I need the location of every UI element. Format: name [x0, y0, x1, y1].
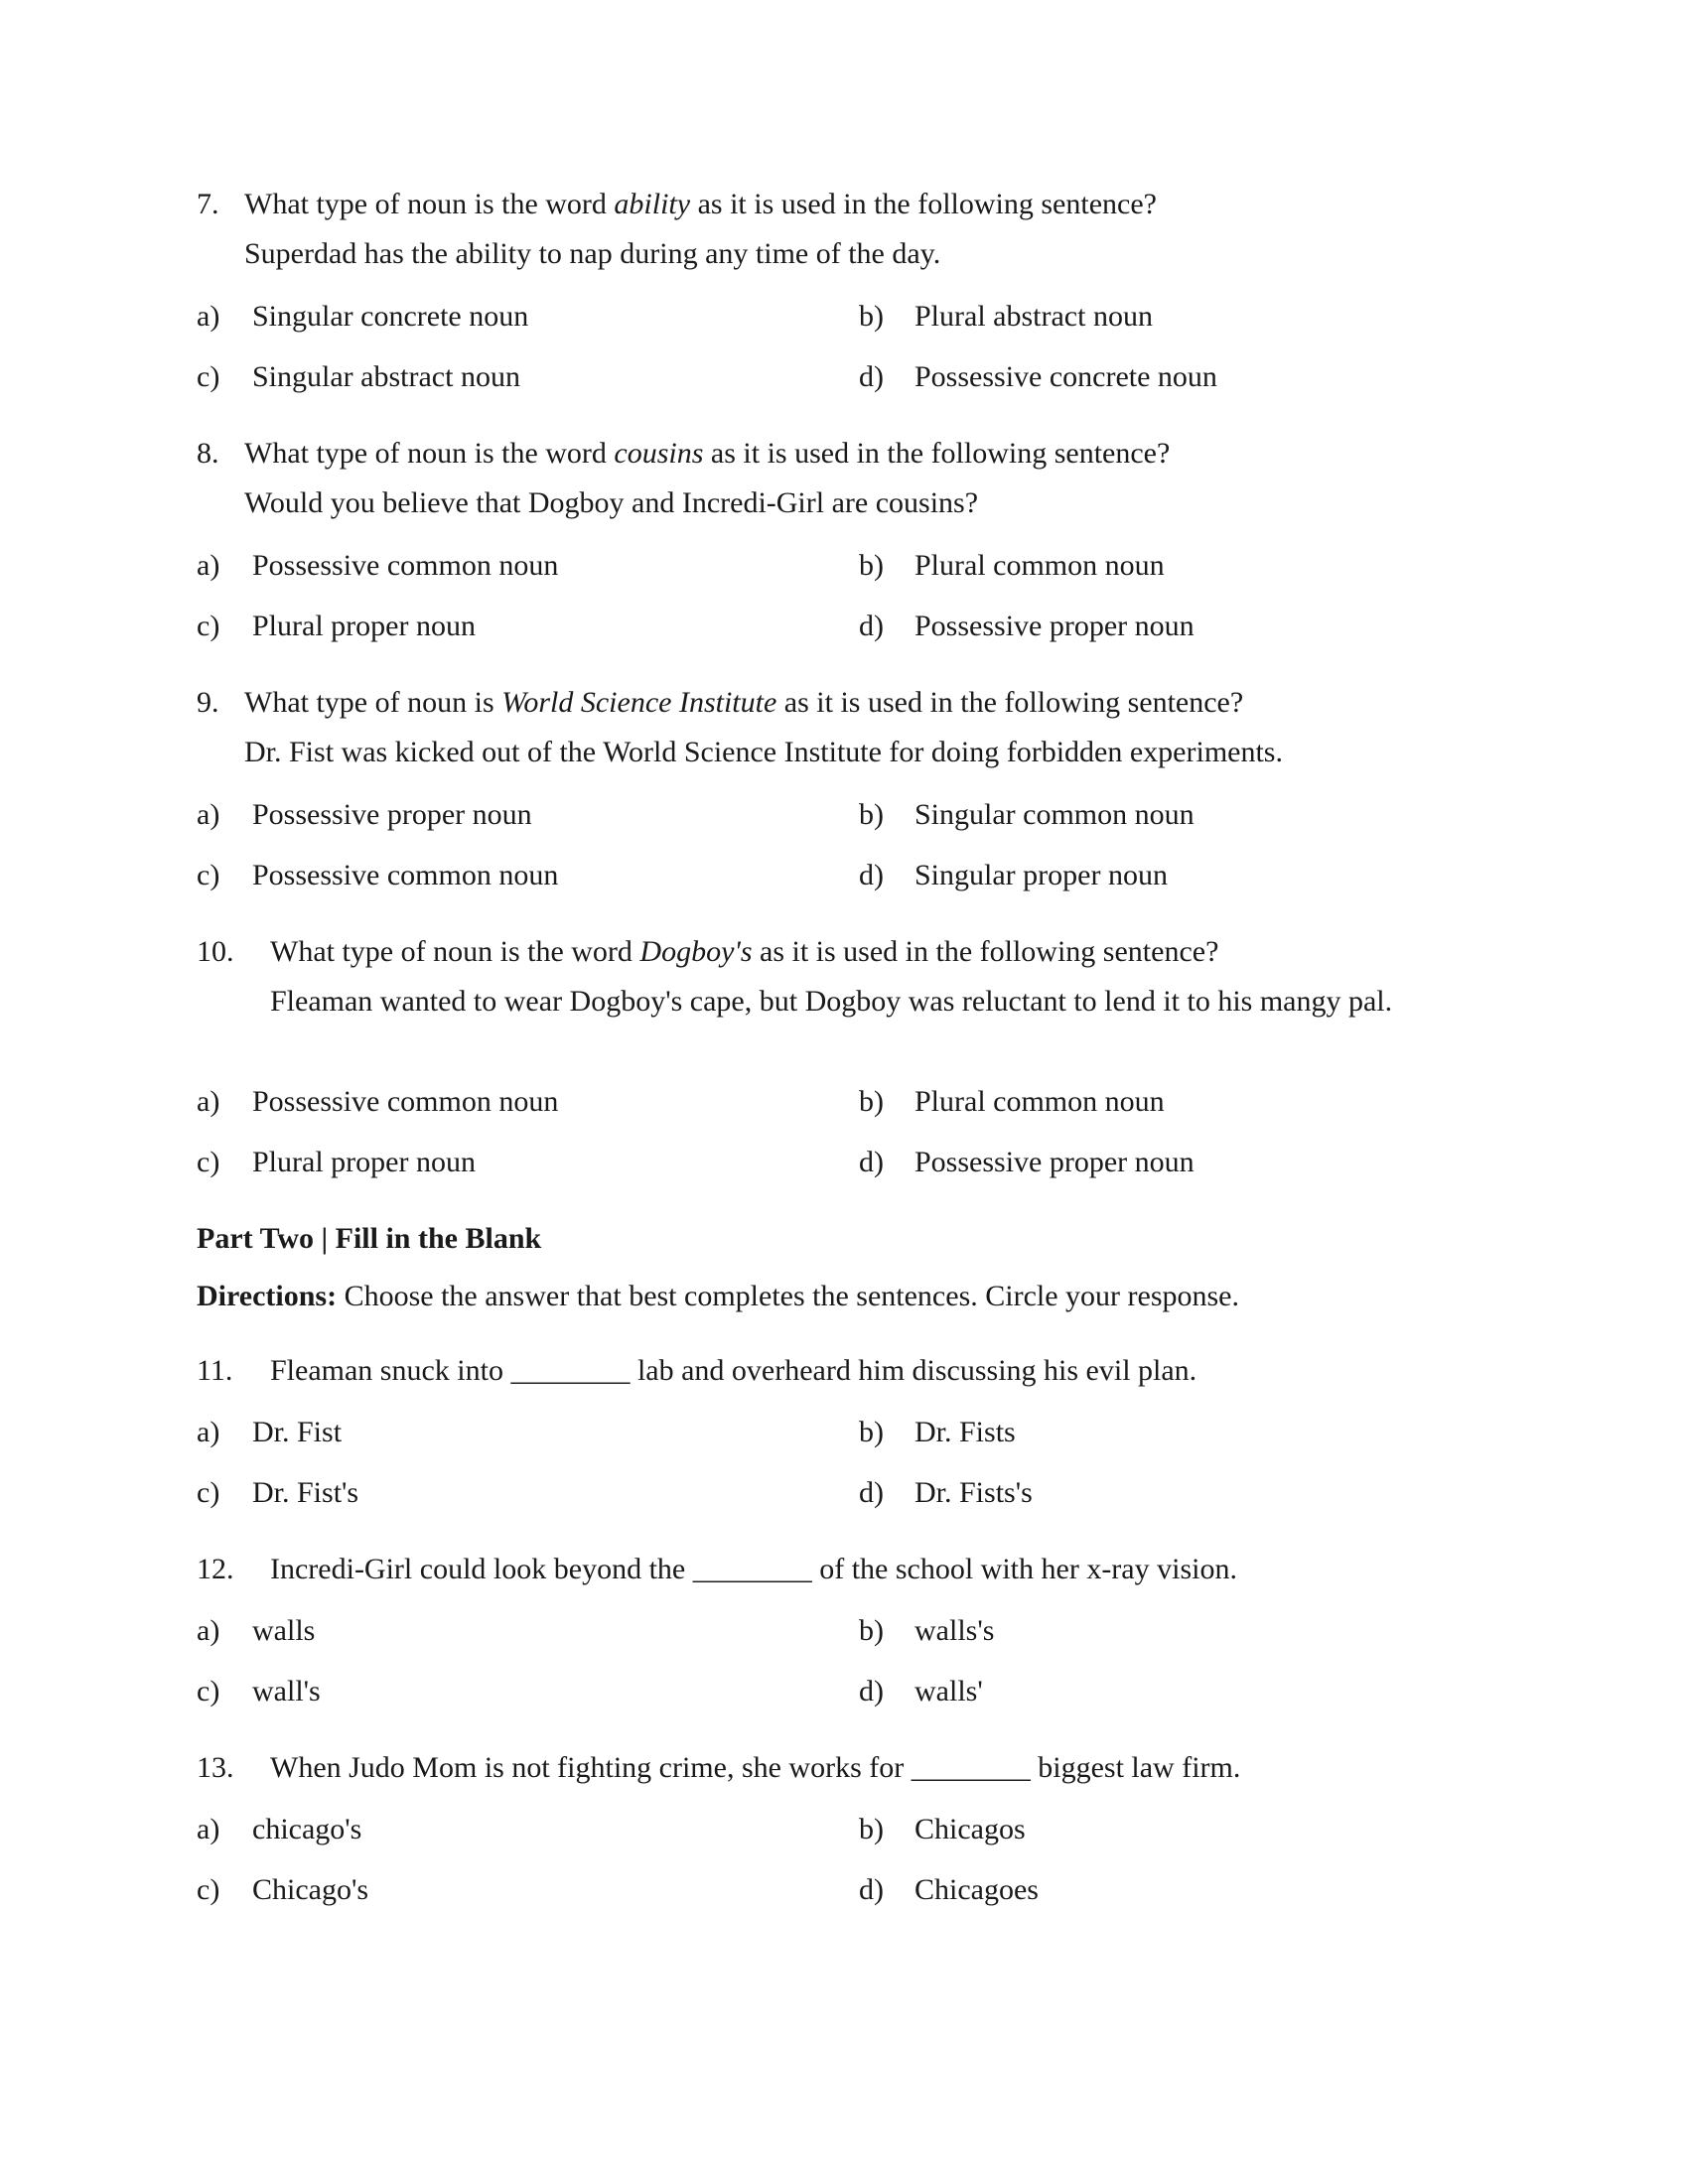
question-prompt: What type of noun is World Science Institute as it is used in the following sentence? — [244, 686, 1244, 719]
example-sentence: Would you believe that Dogboy and Incredi-Girl are cousins? — [244, 486, 979, 519]
section-title: Part Two | Fill in the Blank — [197, 1222, 542, 1255]
question-prompt: When Judo Mom is not fighting crime, she works for ________ biggest law firm. — [270, 1751, 1241, 1784]
target-word: ability — [614, 188, 691, 220]
target-word: cousins — [614, 437, 704, 470]
example-sentence: Fleaman wanted to wear Dogboy's cape, but Dogboy was reluctant to lend it to his mangy pal. — [270, 985, 1393, 1018]
question-number: 9. — [197, 686, 219, 719]
question-number: 11. — [197, 1354, 233, 1387]
directions — [197, 1278, 1239, 1315]
question-prompt: What type of noun is the word cousins as it is used in the following sentence? — [244, 437, 1171, 470]
question-prompt: What type of noun is the word ability as it is used in the following sentence? — [244, 188, 1157, 220]
directions-label: Directions: — [197, 1280, 338, 1312]
example-sentence: Superdad has the ability to nap during any time of the day. — [244, 237, 941, 270]
worksheet-page: 7. What type of noun is the word ability as it is used in the following sentence? Superdad has the ability to nap during any time of the day. a) Singular concrete noun b) Plural abstract noun c) Singular abstract noun d) Possessive concrete noun 8. What type of noun is the word cousins as it is used in the following sentence? Would you believe that Dogboy and Incredi-Girl are cousins? a) Possessive common noun b) Plural common noun c) Plural proper noun d) Possessive proper noun 9. What type of noun is World Science Institute as it is used in the following sentence? Dr. Fist was kicked out of the World Science Institute for doing forbidden experiments. a) Possessive proper noun b) Singular common noun c) Possessive common noun d) Singular proper noun 10. What type of noun is the word Dogboy's as it is used in the following sentence? Fleaman wanted to wear Dogboy's cape, but Dogboy was reluctant to lend it to his mangy pal. a) Possessive common noun b) Plural common noun c) Plural proper noun d) Possessive proper noun Part Two | Fill in the Blank Directions: Choose the answer that best completes the sentences. Circle your response. 11. Fleaman snuck into ________ lab and overheard him discussing his evil plan. a) Dr. Fist b) Dr. Fists c) Dr. Fist's d) Dr. Fists's 12. Incredi-Girl could look beyond the ________ of the school with her x-ray vision. a) walls b) walls's c) wall's d) walls' 13. When Judo Mom is not fighting crime, she works for ________ biggest law firm. a) chicago's b) Chicagos c) Chicago's d) Chicagoes — [0, 0, 1688, 2184]
directions-text: Choose the answer that best completes the sentences. Circle your response. — [337, 1280, 1239, 1312]
question-number: 13. — [197, 1751, 234, 1784]
question-number: 8. — [197, 437, 219, 470]
question-number: 10. — [197, 935, 234, 968]
question-number: 7. — [197, 188, 219, 220]
question-prompt: Fleaman snuck into ________ lab and overheard him discussing his evil plan. — [270, 1354, 1197, 1387]
question-number: 12. — [197, 1553, 234, 1585]
target-word: World Science Institute — [501, 686, 777, 719]
question-prompt: Incredi-Girl could look beyond the ________ of the school with her x-ray vision. — [270, 1553, 1237, 1585]
target-word: Dogboy's — [639, 935, 753, 968]
example-sentence: Dr. Fist was kicked out of the World Science Institute for doing forbidden experiments. — [244, 736, 1283, 768]
question-prompt: What type of noun is the word Dogboy's as it is used in the following sentence? — [270, 935, 1219, 968]
